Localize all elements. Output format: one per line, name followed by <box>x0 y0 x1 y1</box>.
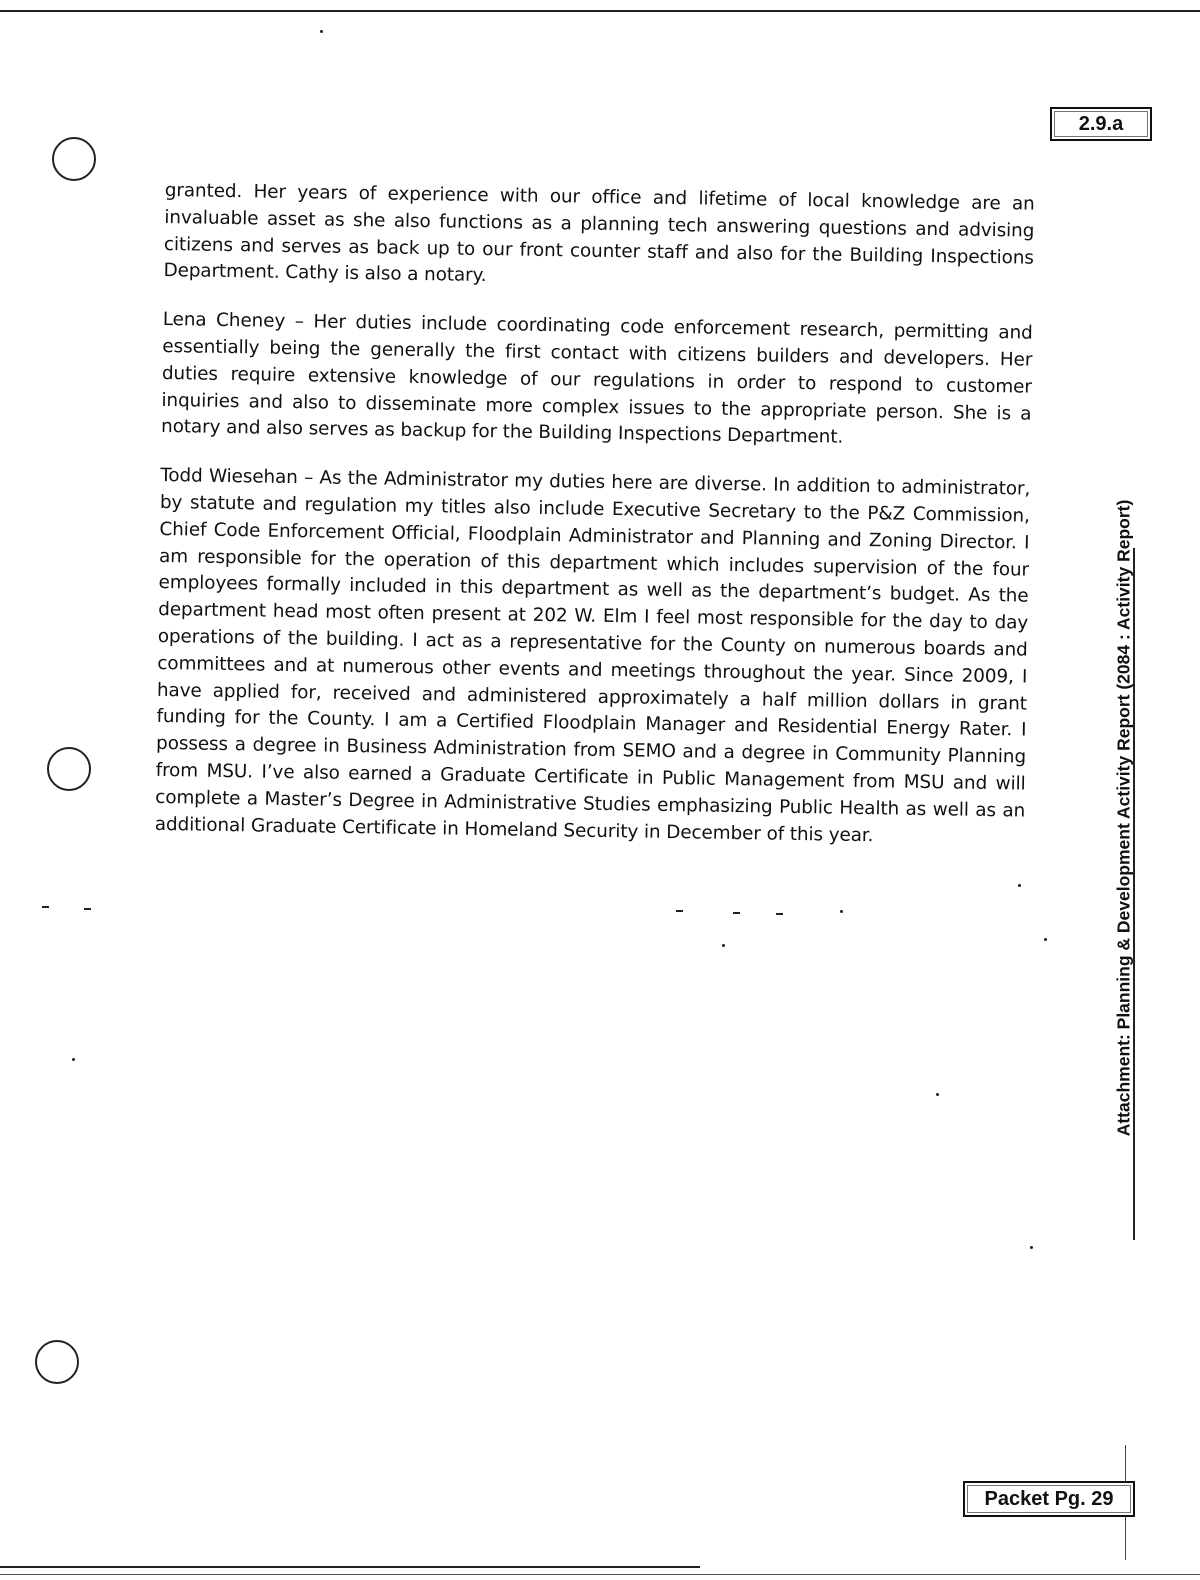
attachment-side-caption: Attachment: Planning & Development Activity Report (2084 : Activity Report) <box>1113 499 1134 1137</box>
scan-speck <box>1018 884 1021 887</box>
scan-speck <box>72 1058 75 1061</box>
scan-speck <box>936 1093 939 1096</box>
punch-hole-middle <box>47 747 91 791</box>
punch-hole-bottom <box>35 1340 79 1384</box>
scan-speck <box>676 910 683 912</box>
packet-page-label: Packet Pg. 29 <box>963 1481 1135 1517</box>
scan-speck <box>733 912 740 914</box>
bottom-border-line-thin <box>0 1574 1200 1575</box>
scan-speck <box>840 910 843 913</box>
paragraph-todd-wiesehan: Todd Wiesehan – As the Administrator my duties here are diverse. In addition to administrator, by statute and regulation my titles also include Executive Secretary to the P&Z Commission, Chief Code Enforcement Official, Floodplain Administrator and Planning and Zoning Director. I am responsible for the operation of this department which includes supervision of the four employees formally included in this department as well as the department’s budget. As the department head most often present at 202 W. Elm I feel most responsible for the day to day operations of the building. I act as a representative for the County on numerous boards and committees and at numerous other events and meetings throughout the year. Since 2009, I have applied for, received and administered approximately a half million dollars in grant funding for the County. I am a Certified Floodplain Manager and Residential Energy Rater. I possess a degree in Business Administration from SEMO and a degree in Community Planning from MSU. I’ve also earned a Graduate Certificate in Public Management from MSU and will complete a Master’s Degree in Administrative Studies emphasizing Public Health as well as an additional Graduate Certificate in Homeland Security in December of this year. <box>154 465 1031 846</box>
scan-speck <box>1030 1246 1033 1249</box>
scan-speck <box>320 30 323 33</box>
document-body <box>154 178 1035 874</box>
paragraph-lena-cheney: Lena Cheney – Her duties include coordinating code enforcement research, permitting and essentially being the generally the first contact with citizens builders and developers. Her duties require extensive knowledge of our regulations in order to respond to customer inquiries and also to disseminate more complex issues to the appropriate person. She is a notary and also serves as backup for the Building Inspections Department. <box>160 309 1033 449</box>
scan-speck <box>722 944 725 947</box>
scan-speck <box>84 908 91 910</box>
scan-speck <box>1044 938 1047 941</box>
scan-speck <box>776 913 783 915</box>
paragraph-cathy: granted. Her years of experience with our office and lifetime of local knowledge are an invaluable asset as she also functions as a planning tech answering questions and advising citizens and serves as back up to our front counter staff and also for the Building Inspections Department. Cathy is also a notary. <box>163 179 1035 287</box>
bottom-border-line <box>0 1566 700 1568</box>
top-border-line <box>0 10 1200 12</box>
scan-speck <box>42 906 49 908</box>
punch-hole-top <box>52 137 96 181</box>
side-vertical-rule <box>1133 548 1135 1240</box>
section-number-label: 2.9.a <box>1050 107 1152 141</box>
